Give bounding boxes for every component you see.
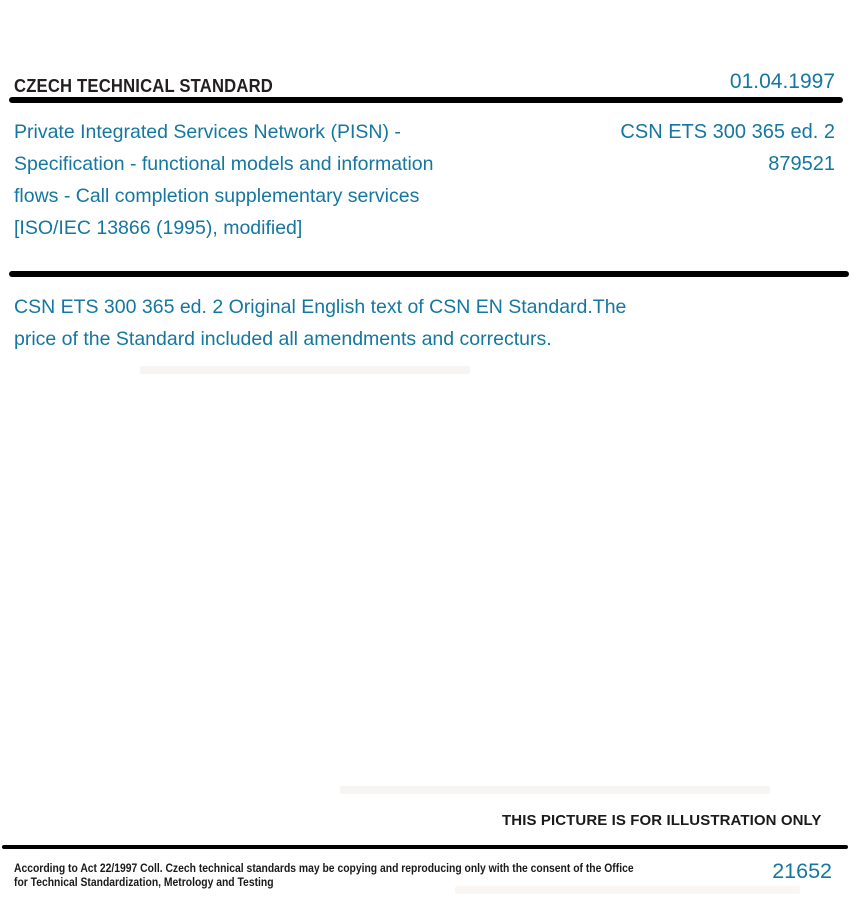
order-number: 21652 [772,859,832,883]
description-line: CSN ETS 300 365 ed. 2 Original English text of CSN EN Standard.The [14,296,627,318]
scan-artifact [340,786,770,794]
standard-title-line: Specification - functional models and information [14,153,434,175]
header-rule [9,97,843,103]
standard-designation: CSN ETS 300 365 ed. 2 [620,121,835,143]
section-rule [9,271,849,277]
catalog-number: 879521 [768,153,835,175]
page-title-text: CZECH TECHNICAL STANDARD [14,75,274,96]
standard-title-line: flows - Call completion supplementary services [14,185,420,207]
scan-artifact [140,366,470,374]
illustration-note: THIS PICTURE IS FOR ILLUSTRATION ONLY [502,812,822,829]
description-line: price of the Standard included all amendments and correcturs. [14,328,552,350]
footer-legal-line: According to Act 22/1997 Coll. Czech technical standards may be copying and reproducing only with the consent of the Office [14,863,634,875]
footer-rule [2,845,848,849]
issue-date: 01.04.1997 [729,70,835,93]
standard-title-line: [ISO/IEC 13866 (1995), modified] [14,217,303,239]
footer-legal-text [14,863,702,890]
footer-legal-line: for Technical Standardization, Metrology and Testing [14,876,274,889]
standard-reference [620,116,835,180]
page-title [14,75,302,97]
standard-title-line: Private Integrated Services Network (PISN) - [14,121,401,143]
standard-title [14,116,433,244]
standard-description [14,291,626,355]
